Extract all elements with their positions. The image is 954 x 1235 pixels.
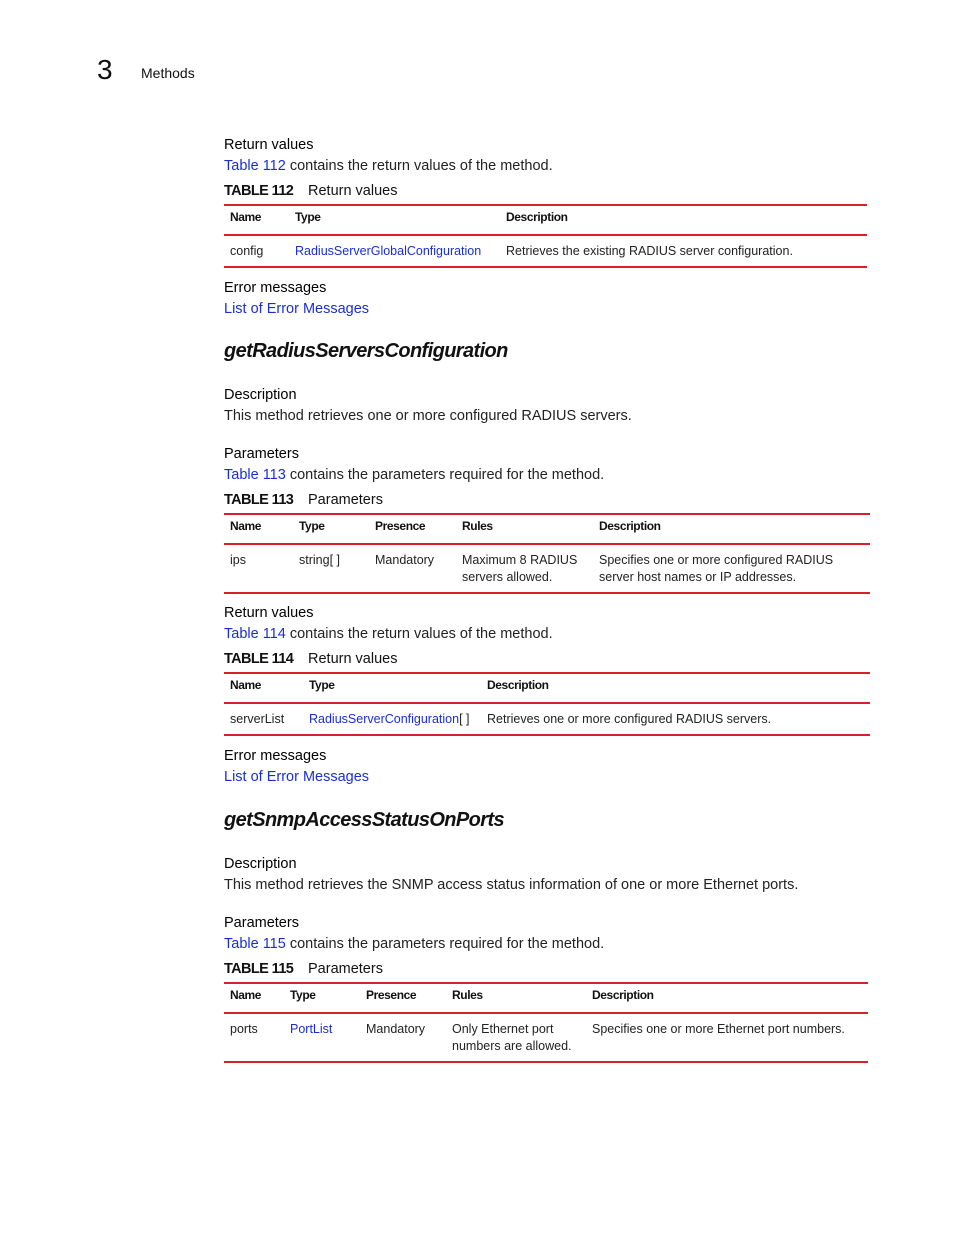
return-values-intro: [224, 156, 553, 176]
type-link[interactable]: RadiusServerGlobalConfiguration: [295, 244, 482, 258]
column-header: Description: [481, 673, 870, 703]
cell-type: [284, 1013, 360, 1062]
table-caption-text: Return values: [308, 183, 398, 199]
column-header: Description: [593, 514, 870, 544]
intro-text: contains the return values of the method.: [285, 158, 553, 174]
cell-type: [303, 703, 481, 735]
column-header: Rules: [456, 514, 593, 544]
cell-name: serverList: [230, 712, 285, 726]
column-header: Description: [586, 983, 868, 1013]
column-header: Description: [500, 205, 867, 235]
intro-text: contains the parameters required for the method.: [285, 936, 605, 952]
cell-name: ports: [230, 1022, 258, 1036]
description-heading: Description: [224, 387, 297, 403]
parameters-heading: Parameters: [224, 446, 299, 462]
cell-presence: Mandatory: [366, 1022, 426, 1036]
cell-rules: Maximum 8 RADIUS servers allowed.: [462, 553, 578, 584]
method-title: getSnmpAccessStatusOnPorts: [224, 809, 505, 831]
method-title: getRadiusServersConfiguration: [224, 340, 508, 362]
column-header: Type: [289, 205, 500, 235]
column-header: Presence: [360, 983, 446, 1013]
cell-description: Specifies one or more configured RADIUS server host names or IP addresses.: [599, 553, 834, 584]
array-suffix: [ ]: [459, 712, 470, 726]
return-values-intro: [224, 624, 553, 644]
cell-name: config: [230, 244, 264, 258]
table-header-row: [224, 514, 870, 544]
chapter-title: Methods: [141, 65, 195, 81]
table-caption: [224, 182, 397, 200]
cell-rules: Only Ethernet port numbers are allowed.: [452, 1022, 572, 1053]
cell-description: Retrieves the existing RADIUS server configuration.: [506, 244, 793, 258]
cell-type: string[ ]: [299, 553, 340, 567]
column-header: Type: [303, 673, 481, 703]
table-row: [224, 235, 867, 267]
type-link[interactable]: RadiusServerConfiguration: [309, 712, 460, 726]
table-header-row: [224, 205, 867, 235]
table-115-link[interactable]: Table 115: [224, 936, 286, 952]
table-label: TABLE 112: [224, 183, 294, 199]
return-values-heading: Return values: [224, 605, 314, 621]
table-label: TABLE 113: [224, 492, 294, 508]
table-header-row: [224, 983, 868, 1013]
return-values-table-112: [224, 204, 867, 268]
column-header: Type: [293, 514, 369, 544]
intro-text: contains the return values of the method.: [285, 626, 553, 642]
return-values-heading: Return values: [224, 137, 314, 153]
column-header: Name: [224, 205, 289, 235]
column-header: Name: [224, 673, 303, 703]
return-values-table-114: [224, 672, 870, 736]
description-heading: Description: [224, 856, 297, 872]
cell-description: Specifies one or more Ethernet port numbers.: [592, 1022, 845, 1036]
error-messages-heading: Error messages: [224, 280, 327, 296]
column-header: Type: [284, 983, 360, 1013]
table-112-link[interactable]: Table 112: [224, 158, 286, 174]
table-row: [224, 544, 870, 593]
table-header-row: [224, 673, 870, 703]
table-114-link[interactable]: Table 114: [224, 626, 286, 642]
error-messages-link[interactable]: List of Error Messages: [224, 769, 370, 785]
table-label: TABLE 114: [224, 651, 294, 667]
description-text: This method retrieves the SNMP access status information of one or more Ethernet ports.: [224, 877, 799, 893]
table-row: [224, 1013, 868, 1062]
parameters-intro: [224, 465, 604, 485]
cell-name: ips: [230, 553, 246, 567]
column-header: Name: [224, 514, 293, 544]
cell-description: Retrieves one or more configured RADIUS servers.: [487, 712, 772, 726]
table-label: TABLE 115: [224, 961, 294, 977]
error-messages-link[interactable]: List of Error Messages: [224, 301, 370, 317]
error-messages-heading: Error messages: [224, 748, 327, 764]
parameters-intro: [224, 934, 604, 954]
table-caption-text: Parameters: [308, 961, 383, 977]
cell-presence: Mandatory: [375, 553, 435, 567]
parameters-table-115: [224, 982, 868, 1063]
description-text: This method retrieves one or more configured RADIUS servers.: [224, 408, 632, 424]
chapter-number: 3: [97, 54, 113, 85]
table-caption: [224, 650, 397, 668]
table-caption: [224, 491, 383, 509]
table-caption: [224, 960, 383, 978]
intro-text: contains the parameters required for the method.: [285, 467, 605, 483]
table-caption-text: Parameters: [308, 492, 383, 508]
parameters-table-113: [224, 513, 870, 594]
type-link[interactable]: PortList: [290, 1022, 333, 1036]
column-header: Presence: [369, 514, 456, 544]
column-header: Name: [224, 983, 284, 1013]
parameters-heading: Parameters: [224, 915, 299, 931]
column-header: Rules: [446, 983, 586, 1013]
table-row: [224, 703, 870, 735]
cell-type: [289, 235, 500, 267]
table-113-link[interactable]: Table 113: [224, 467, 286, 483]
table-caption-text: Return values: [308, 651, 398, 667]
